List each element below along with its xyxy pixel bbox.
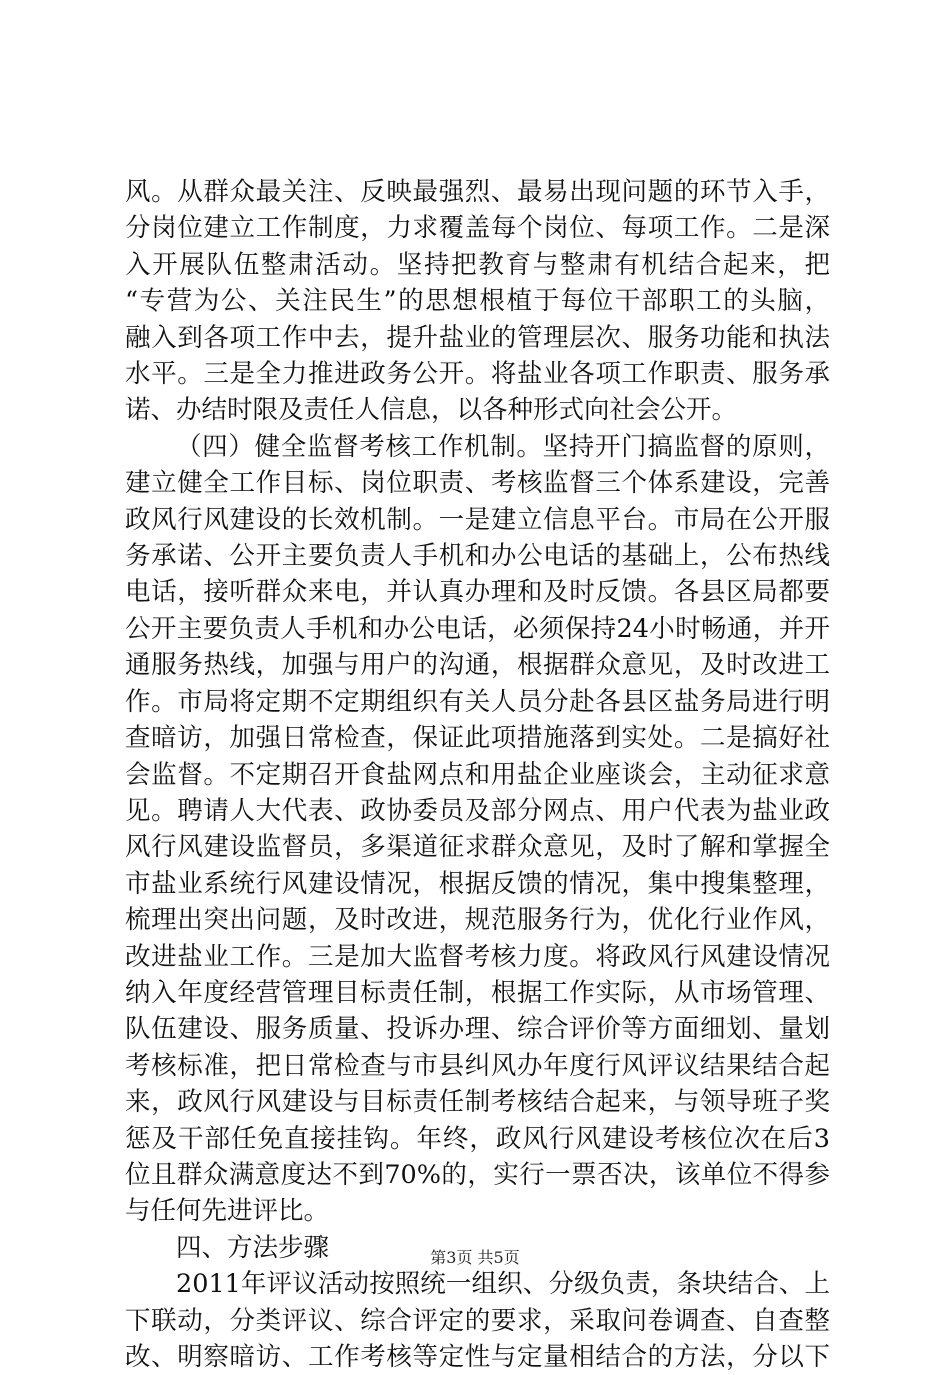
text-line: 纳入年度经营管理目标责任制，根据工作实际，从市场管理、: [125, 977, 830, 1008]
page-number-footer: 第3页 共5页: [430, 1248, 520, 1267]
text-line: 公开主要负责人手机和办公电话，必须保持24小时畅通，并开: [125, 613, 830, 644]
text-line: 梳理出突出问题，及时改进，规范服务行为，优化行业作风，: [125, 905, 830, 936]
text-line: 队伍建设、服务质量、投诉办理、综合评价等方面细划、量划: [125, 1014, 830, 1045]
text-line: 改进盐业工作。三是加大监督考核力度。将政风行风建设情况: [125, 941, 830, 972]
text-line: 会监督。不定期召开食盐网点和用盐企业座谈会，主动征求意: [125, 759, 830, 790]
body-text: [125, 174, 830, 1375]
text-line: 电话，接听群众来电，并认真办理和及时反馈。各县区局都要: [125, 577, 830, 608]
text-line: 查暗访，加强日常检查，保证此项措施落到实处。二是搞好社: [125, 723, 830, 754]
text-line: 务承诺、公开主要负责人手机和办公电话的基础上，公布热线: [125, 541, 830, 572]
section-heading-line: （四）健全监督考核工作机制。坚持开门搞监督的原则，: [176, 431, 830, 462]
text-line: 与任何先进评比。: [125, 1196, 330, 1227]
text-line: 2011年评议活动按照统一组织、分级负责，条块结合、上: [176, 1269, 830, 1300]
text-line: 入开展队伍整肃活动。坚持把教育与整肃有机结合起来，把: [125, 249, 830, 280]
text-line: 通服务热线，加强与用户的沟通，根据群众意见，及时改进工: [125, 650, 830, 681]
text-line: 考核标准，把日常检查与市县纠风办年度行风评议结果结合起: [125, 1050, 830, 1081]
text-line: 位且群众满意度达不到70%的，实行一票否决，该单位不得参: [125, 1159, 830, 1190]
text-line: 风。从群众最关注、反映最强烈、最易出现问题的环节入手，: [125, 177, 830, 207]
text-line: 见。聘请人大代表、政协委员及部分网点、用户代表为盐业政: [125, 795, 830, 826]
text-line: 诺、办结时限及责任人信息，以各种形式向社会公开。: [125, 395, 738, 426]
text-line: 来，政风行风建设与目标责任制考核结合起来，与领导班子奖: [125, 1087, 830, 1118]
text-line: 下联动，分类评议、综合评定的要求，采取问卷调查、自查整: [125, 1305, 830, 1336]
text-line: 惩及干部任免直接挂钩。年终，政风行风建设考核位次在后3: [125, 1123, 830, 1154]
text-line: “专营为公、关注民生”的思想根植于每位干部职工的头脑，: [125, 286, 830, 317]
section-heading: 四、方法步骤: [176, 1232, 330, 1263]
text-line: 风行风建设监督员，多渠道征求群众意见，及时了解和掌握全: [125, 832, 830, 863]
text-line: 建立健全工作目标、岗位职责、考核监督三个体系建设，完善: [125, 468, 830, 499]
text-line: 分岗位建立工作制度，力求覆盖每个岗位、每项工作。二是深: [125, 213, 830, 244]
text-line: 市盐业系统行风建设情况，根据反馈的情况，集中搜集整理，: [125, 868, 830, 899]
text-line: 作。市局将定期不定期组织有关人员分赴各县区盐务局进行明: [125, 686, 830, 717]
text-line: 水平。三是全力推进政务公开。将盐业各项工作职责、服务承: [125, 359, 830, 390]
text-line: 改、明察暗访、工作考核等定性与定量相结合的方法，分以下: [125, 1342, 830, 1372]
text-line: 政风行风建设的长效机制。一是建立信息平台。市局在公开服: [125, 504, 830, 535]
text-line: 融入到各项工作中去，提升盐业的管理层次、服务功能和执法: [125, 322, 830, 353]
